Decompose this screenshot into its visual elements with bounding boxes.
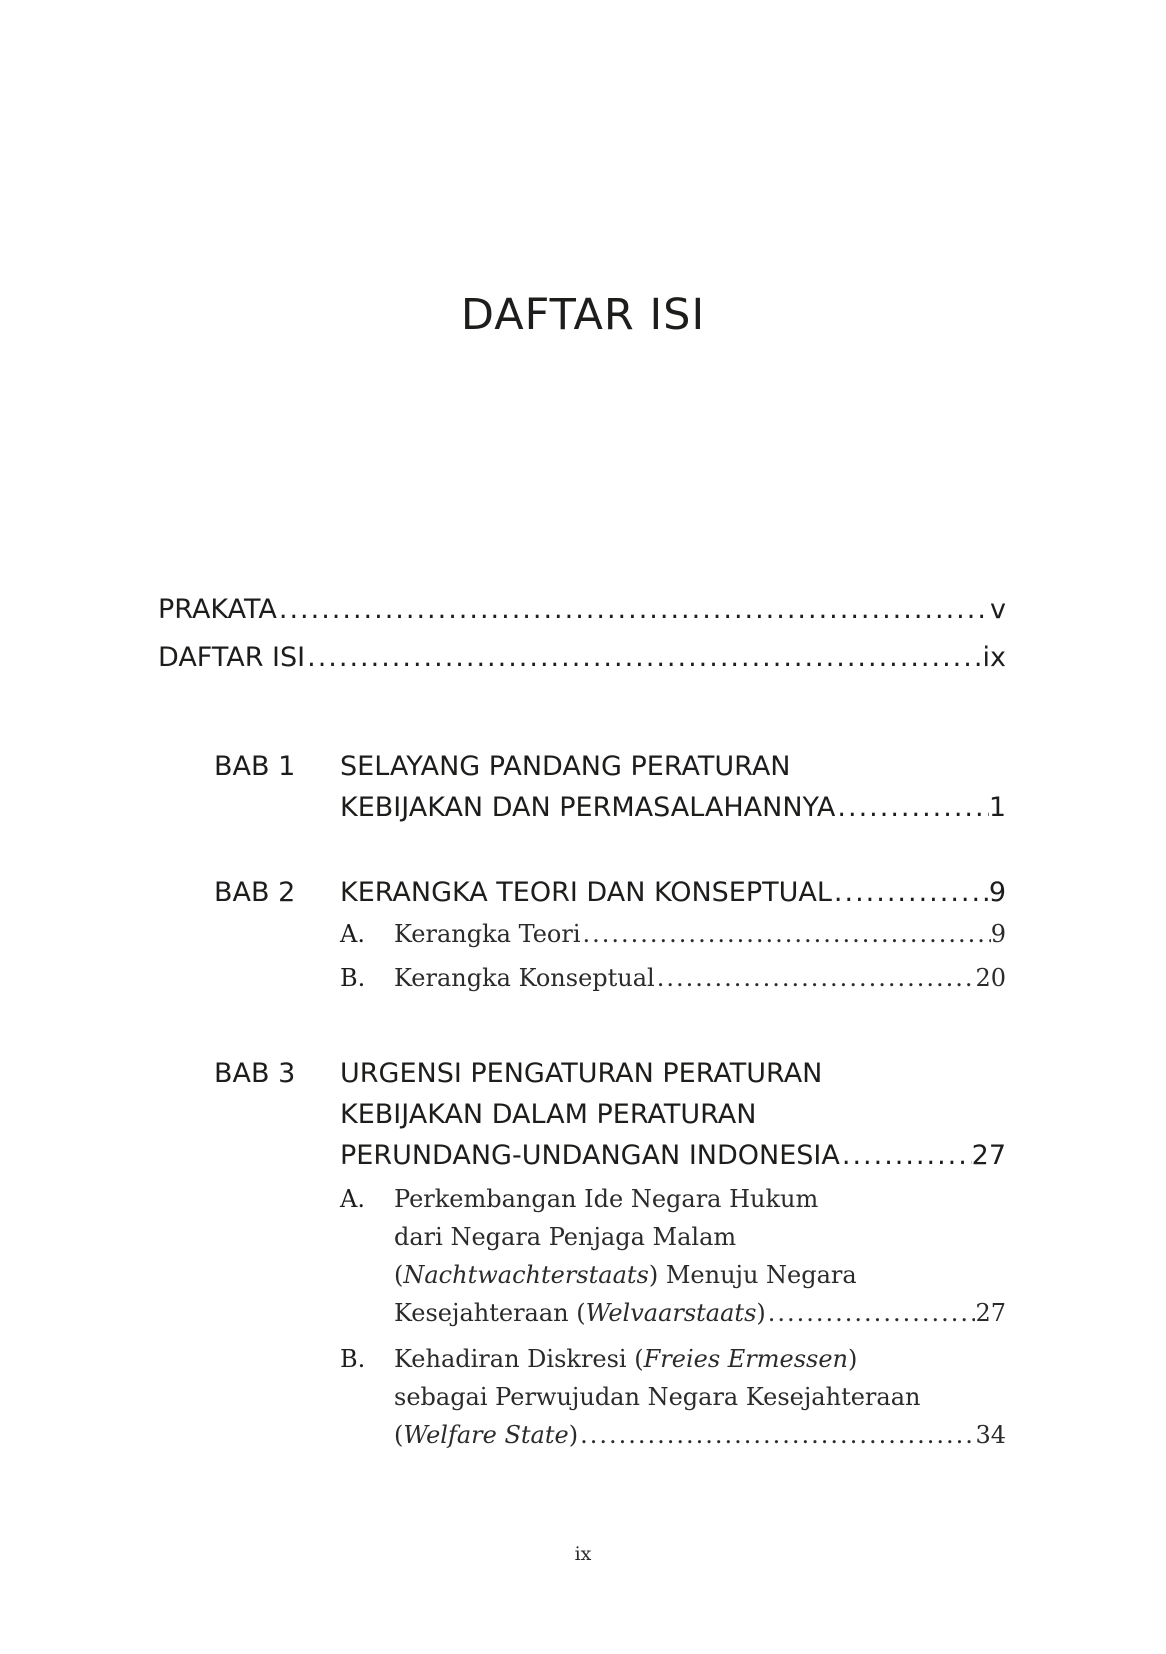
chapter-body	[340, 872, 1006, 1003]
section-title-leader	[394, 915, 1006, 953]
chapter-title[interactable]	[340, 872, 1006, 913]
section-title-text: Kehadiran Diskresi (	[394, 1345, 644, 1373]
chapter-title[interactable]	[340, 746, 1006, 828]
dot-leader	[840, 1135, 972, 1176]
section-letter: A.	[340, 1185, 365, 1213]
section-title-text: Kesejahteraan (	[394, 1299, 586, 1327]
section-entry[interactable]	[340, 959, 1006, 997]
chapter-page: 9	[988, 877, 1006, 908]
section-page: 34	[975, 1421, 1006, 1449]
chapter-title-line: PERUNDANG-UNDANGAN INDONESIA	[340, 1140, 840, 1171]
toc-entry-page: v	[990, 594, 1006, 625]
dot-leader	[655, 959, 976, 997]
chapter-title[interactable]	[340, 1053, 1006, 1176]
dot-leader	[835, 787, 988, 828]
section-title-leader	[394, 1416, 1006, 1454]
section-entry[interactable]	[340, 1180, 1006, 1332]
section-title: Kerangka Konseptual	[394, 964, 655, 992]
table-of-contents	[158, 594, 1006, 1460]
chapter-title-line: KEBIJAKAN DAN PERMASALAHANNYA	[340, 792, 836, 823]
section-title-line	[394, 1294, 766, 1332]
section-entry[interactable]	[340, 915, 1006, 953]
italic-term: Welvaarstaats	[585, 1299, 757, 1327]
italic-term: Welfare State	[403, 1421, 569, 1449]
section-title-line	[394, 1416, 578, 1454]
toc-entry-label: DAFTAR ISI	[158, 642, 306, 673]
section-title-line: dari Negara Penjaga Malam	[394, 1223, 737, 1251]
chapter-title-line: SELAYANG PANDANG PERATURAN	[340, 751, 791, 782]
chapter-label: BAB 1	[214, 751, 296, 782]
chapter-label: BAB 2	[214, 877, 296, 908]
chapter-bab-1	[158, 746, 1006, 828]
page-number: ix	[574, 1543, 592, 1565]
chapter-title-line: KEBIJAKAN DALAM PERATURAN	[340, 1099, 757, 1130]
section-letter: B.	[340, 1345, 366, 1373]
chapter-bab-3	[158, 1053, 1006, 1460]
italic-term: Nachtwachterstaats	[403, 1261, 649, 1289]
chapter-page: 1	[988, 792, 1006, 823]
italic-term: Freies Ermessen	[643, 1345, 849, 1373]
section-entry[interactable]	[340, 1340, 1006, 1454]
section-list	[340, 915, 1006, 997]
chapter-title-leader	[340, 1135, 1006, 1176]
chapter-label: BAB 3	[214, 1058, 296, 1089]
chapter-title-line: URGENSI PENGATURAN PERATURAN	[340, 1058, 823, 1089]
paren-close: )	[756, 1299, 766, 1327]
front-matter	[158, 594, 1006, 690]
section-letter: A.	[340, 920, 365, 948]
toc-entry-label: PRAKATA	[158, 594, 277, 625]
chapter-title-line: KERANGKA TEORI DAN KONSEPTUAL	[340, 877, 832, 908]
section-title-leader	[394, 959, 1006, 997]
paren-close: )	[568, 1421, 579, 1449]
toc-entry-daftar-isi[interactable]	[158, 642, 1006, 690]
section-title-line: sebagai Perwujudan Negara Kesejahteraan	[394, 1383, 921, 1411]
chapter-body	[340, 1053, 1006, 1460]
page-title: DAFTAR ISI	[460, 290, 706, 340]
paren-open: (	[394, 1421, 404, 1449]
toc-entry-page: ix	[982, 642, 1006, 673]
section-title-line	[394, 1340, 1006, 1378]
section-title-line	[394, 1256, 1006, 1294]
paren-open: (	[394, 1261, 404, 1289]
section-page: 20	[975, 964, 1006, 992]
section-title: Kerangka Teori	[394, 920, 581, 948]
paren-close: )	[848, 1345, 858, 1373]
section-title-line: Perkembangan Ide Negara Hukum	[394, 1185, 819, 1213]
dot-leader	[832, 872, 989, 913]
section-list	[340, 1180, 1006, 1454]
section-page: 27	[975, 1299, 1006, 1327]
dot-leader	[578, 1416, 975, 1454]
chapter-page: 27	[971, 1140, 1006, 1171]
dot-leader	[766, 1294, 976, 1332]
chapter-title-leader	[340, 787, 1006, 828]
dot-leader	[277, 594, 990, 625]
chapter-bab-2	[158, 872, 1006, 1003]
toc-entry-prakata[interactable]	[158, 594, 1006, 642]
section-title-leader	[394, 1294, 1006, 1332]
dot-leader	[305, 642, 982, 673]
section-page: 9	[990, 920, 1006, 948]
section-letter: B.	[340, 964, 366, 992]
dot-leader	[581, 915, 991, 953]
section-title-text: ) Menuju Negara	[648, 1261, 857, 1289]
